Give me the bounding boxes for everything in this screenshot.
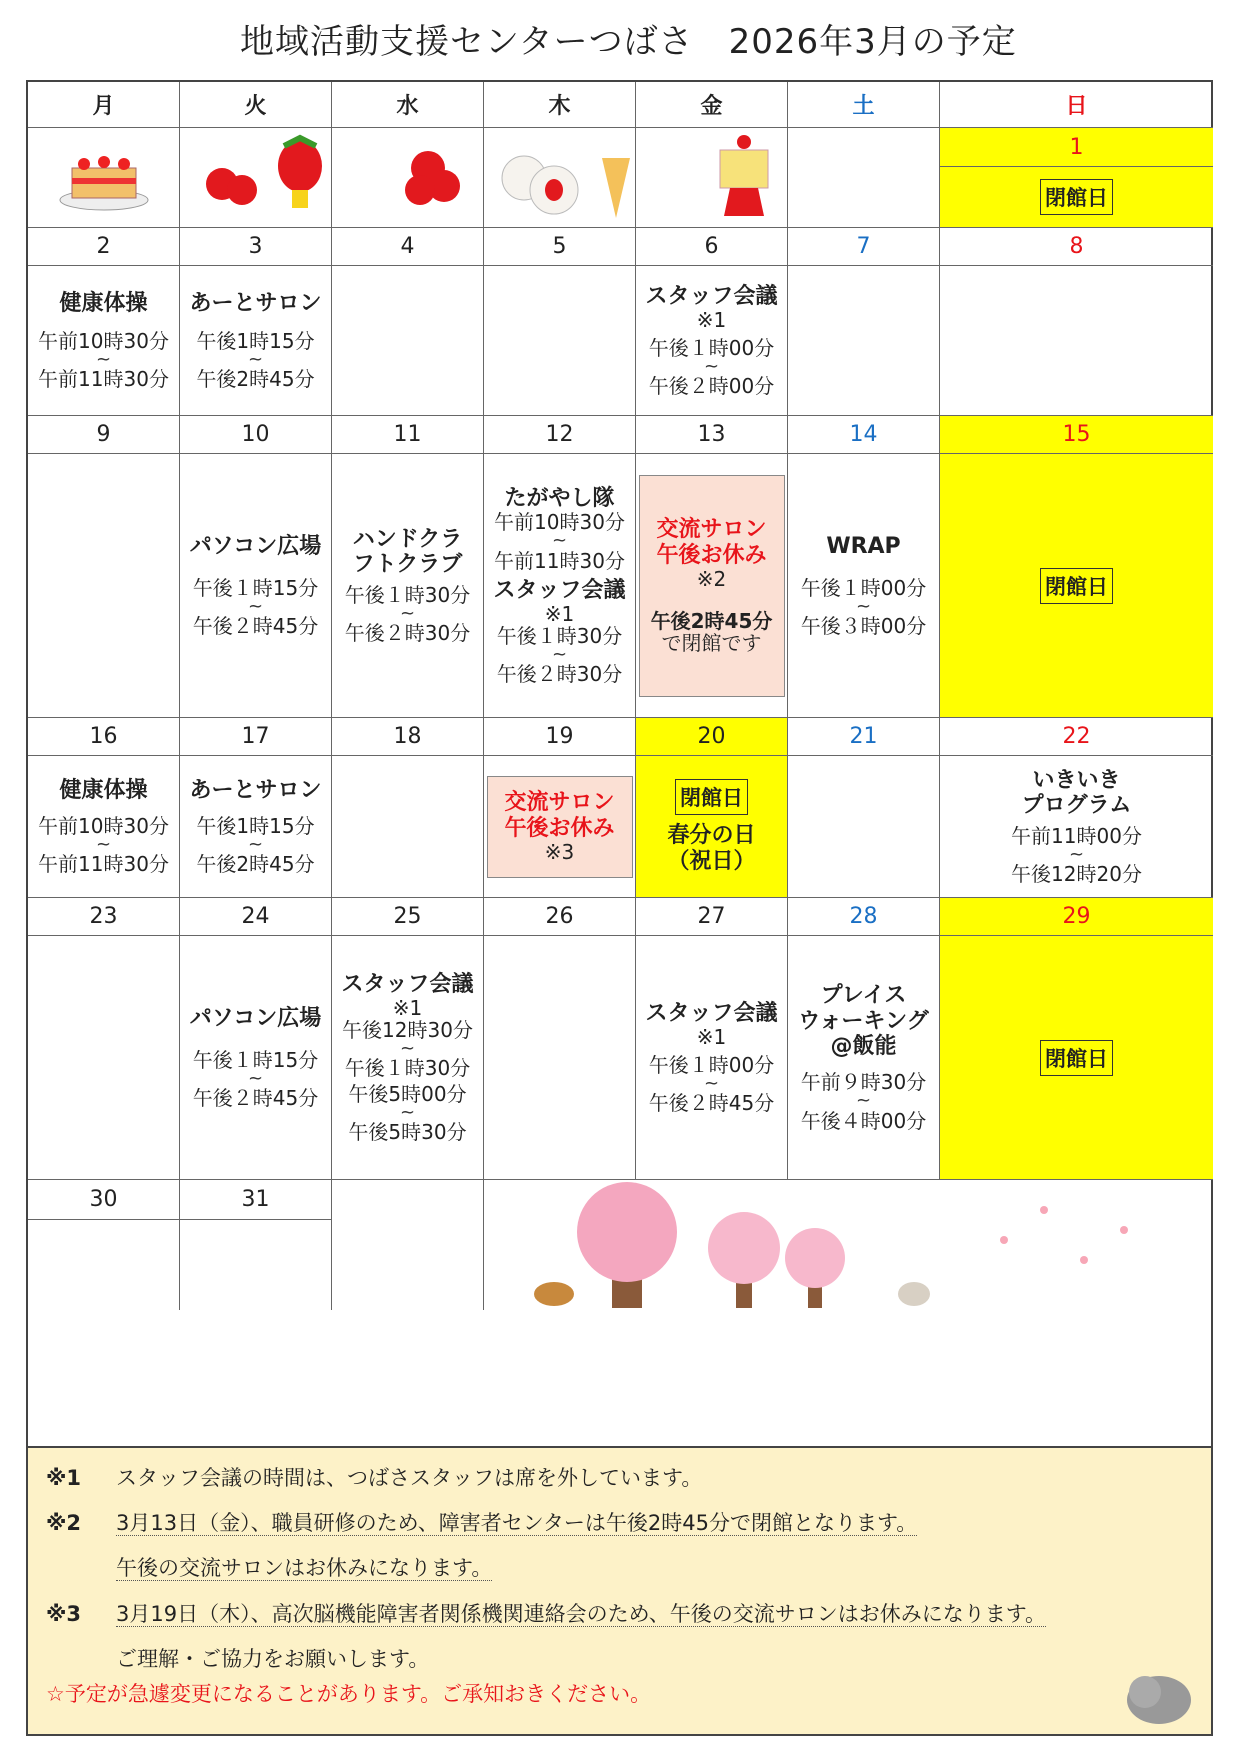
illustration-cake-cell [28,128,180,228]
tilde-icon: ~ [855,1090,872,1112]
empty-cell [180,1220,332,1310]
event-end: 午後２時45分 [192,614,319,639]
event-note: ※1 [392,995,423,1020]
event-end: 午後４時00分 [800,1108,927,1133]
page-title: 地域活動支援センターつばさ 2026年3月の予定 [240,22,1017,62]
day-17-events [180,756,332,898]
day-10-events [180,454,332,718]
day-20-events [636,756,788,898]
note-1: ※1 スタッフ会議の時間は、つばさスタッフは席を外しています。 [46,1466,703,1490]
tilde-icon: ~ [703,356,720,378]
day-number: 13 [636,416,788,454]
event-closing-text: で閉館です [661,630,762,655]
salon-notice [639,475,785,697]
event-start: 午後１時15分 [192,1048,319,1073]
weekday-fri: 金 [636,82,788,128]
note-3: ※3 3月19日（木）、高次脳機能障害者関係機関連絡会のため、午後の交流サロンはお休みになります。 [46,1601,1047,1626]
event-start: 午後１時15分 [192,576,319,601]
day-number: 17 [180,718,332,756]
event-start: 午後1時15分 [196,329,315,354]
event-start: 午前11時00分 [1011,823,1142,848]
empty-cell [788,756,940,898]
event-end: 午前11時30分 [38,852,169,877]
day-number: 3 [180,228,332,266]
illustration-cake-girl-cell [636,128,788,228]
day-number: 22 [940,718,1213,756]
event-start-2: 午後5時00分 [348,1082,467,1107]
day-number: 16 [28,718,180,756]
event-title: たがやし隊 [504,486,615,512]
illustration-daifuku-cell [484,128,636,228]
tilde-icon: ~ [551,643,568,665]
event-end: 午後２時45分 [648,1091,775,1116]
spring-illustration [484,1180,1213,1310]
empty-cell [484,936,636,1180]
day-14-events [788,454,940,718]
day-25-events [332,936,484,1180]
tilde-icon: ~ [247,1068,264,1090]
day-number: 31 [180,1180,332,1220]
note-2b: 午後の交流サロンはお休みになります。 [116,1556,493,1581]
event-end: 午後2時45分 [196,852,315,877]
note-change-warning: ☆予定が急遽変更になることがあります。ご承知おきください。 [46,1681,652,1706]
day-number: 10 [180,416,332,454]
event-title: 交流サロン [656,517,767,543]
event-sub: 午後お休み [504,815,615,841]
daifuku-icon [484,128,636,228]
sleeping-cat-icon [1117,1648,1197,1728]
closed-label: 閉館日 [1040,568,1113,604]
empty-cell [332,266,484,416]
tilde-icon: ~ [399,1102,416,1124]
notes-section [26,1448,1213,1736]
day-12-events [484,454,636,718]
day-29-events [940,936,1213,1180]
holiday-sub: （祝日） [667,848,756,874]
day-number: 28 [788,898,940,936]
event-start: 午後１時00分 [648,336,775,361]
event-start: 午後１時30分 [496,623,623,648]
day-number: 24 [180,898,332,936]
weekday-sat: 土 [788,82,940,128]
event-title: スタッフ会議 [341,971,474,997]
event-closing-time: 午後2時45分 [650,608,773,633]
tilde-icon: ~ [855,596,872,618]
day-16-events [28,756,180,898]
closed-label: 閉館日 [675,779,748,815]
event-title: スタッフ会議 [645,283,778,309]
day-number: 1 [940,128,1213,167]
page-header [0,0,1241,80]
event-title: スタッフ会議 [645,1000,778,1026]
event-sub: 午後お休み [656,542,767,568]
event-start: 午前９時30分 [800,1070,927,1095]
day-number: 15 [940,416,1213,454]
note-2: ※2 3月13日（金）、職員研修のため、障害者センターは午後2時45分で閉館となります。 [46,1511,918,1536]
day-number: 8 [940,228,1213,266]
strawberries-icon [332,128,484,228]
empty-cell [28,936,180,1180]
event-note: ※1 [696,1025,727,1050]
event-start: 午後１時00分 [800,576,927,601]
tilde-icon: ~ [95,349,112,371]
day-3-events [180,266,332,416]
day-28-events [788,936,940,1180]
event-title: スタッフ会議 [493,577,626,603]
event-end: 午後12時20分 [1011,861,1142,886]
event-start: 午後1時15分 [196,814,315,839]
illustration-strawberries-cell [332,128,484,228]
event-end: 午後2時45分 [196,367,315,392]
event-title: 健康体操 [59,777,148,803]
day-number: 14 [788,416,940,454]
cherry-blossom-icon [484,1180,1213,1310]
holiday-name: 春分の日 [667,823,756,849]
weekday-sun: 日 [940,82,1213,128]
event-title: パソコン広場 [189,533,322,559]
weekday-wed: 水 [332,82,484,128]
closed-label: 閉館日 [1040,179,1113,215]
day-number: 4 [332,228,484,266]
event-title-3: @飯能 [830,1034,897,1060]
day-11-events [332,454,484,718]
weekday-tue: 火 [180,82,332,128]
event-title: あーとサロン [189,777,322,803]
tilde-icon: ~ [703,1073,720,1095]
event-note: ※3 [544,839,575,864]
event-title-2: ウォーキング [798,1008,929,1034]
event-title: パソコン広場 [189,1005,322,1031]
day-6-events [636,266,788,416]
empty-cell [484,266,636,416]
calendar-grid [26,80,1213,1448]
empty-cell [788,128,940,228]
tilde-icon: ~ [551,530,568,552]
day-number: 29 [940,898,1213,936]
event-end: 午前11時30分 [38,367,169,392]
day-15-events [940,454,1213,718]
day-1-cell [940,128,1213,228]
day-number: 2 [28,228,180,266]
day-number: 11 [332,416,484,454]
tilde-icon: ~ [399,1037,416,1059]
tilde-icon: ~ [247,596,264,618]
day-number: 21 [788,718,940,756]
day-number: 25 [332,898,484,936]
empty-cell [28,454,180,718]
day-27-events [636,936,788,1180]
event-start: 午前10時30分 [38,329,169,354]
empty-cell [28,1220,180,1310]
event-end: 午前11時30分 [494,548,625,573]
day-number: 20 [636,718,788,756]
event-title: ハンドクラフトクラブ [352,527,463,578]
day-number: 26 [484,898,636,936]
day-number: 23 [28,898,180,936]
day-number: 18 [332,718,484,756]
event-end-2: 午後5時30分 [348,1120,467,1145]
note-thanks: ご理解・ご協力をお願いします。 [116,1646,430,1671]
event-start: 午後１時30分 [344,582,471,607]
day-22-events [940,756,1213,898]
tilde-icon: ~ [247,834,264,856]
event-title: WRAP [826,533,901,559]
event-note: ※2 [696,566,727,591]
day-number: 30 [28,1180,180,1220]
empty-cell [332,756,484,898]
event-title-2: プログラム [1021,793,1132,819]
day-number: 27 [636,898,788,936]
event-title: 健康体操 [59,290,148,316]
empty-cell [940,266,1213,416]
event-start: 午前10時30分 [494,510,625,535]
strawberry-icon [180,128,332,228]
event-start: 午後１時00分 [648,1053,775,1078]
tilde-icon: ~ [1068,843,1085,865]
day-number: 19 [484,718,636,756]
event-title: あーとサロン [189,290,322,316]
cake-icon [28,128,180,228]
event-end: 午後２時45分 [192,1086,319,1111]
weekday-thu: 木 [484,82,636,128]
empty-cell [332,1180,484,1310]
event-end: 午後３時00分 [800,614,927,639]
event-end: 午後２時00分 [648,374,775,399]
cake-girl-icon [636,128,788,228]
day-19-events [484,756,636,898]
event-end: 午後２時30分 [344,620,471,645]
event-note: ※1 [696,308,727,333]
tilde-icon: ~ [399,602,416,624]
empty-cell [788,266,940,416]
closed-label: 閉館日 [1040,1040,1113,1076]
day-number: 12 [484,416,636,454]
day-number: 7 [788,228,940,266]
day-number: 9 [28,416,180,454]
day-24-events [180,936,332,1180]
event-note: ※1 [544,601,575,626]
day-number: 5 [484,228,636,266]
day-13-events [636,454,788,718]
event-start: 午前10時30分 [38,814,169,839]
illustration-strawberry-cell [180,128,332,228]
day-number: 6 [636,228,788,266]
tilde-icon: ~ [247,349,264,371]
event-end: 午後２時30分 [496,661,623,686]
tilde-icon: ~ [95,834,112,856]
salon-notice [487,776,633,878]
event-start: 午後12時30分 [342,1017,473,1042]
event-end: 午後１時30分 [344,1056,471,1081]
event-title: いきいき [1032,768,1121,794]
event-title: プレイス [820,983,907,1009]
day-2-events [28,266,180,416]
event-title: 交流サロン [504,790,615,816]
weekday-mon: 月 [28,82,180,128]
